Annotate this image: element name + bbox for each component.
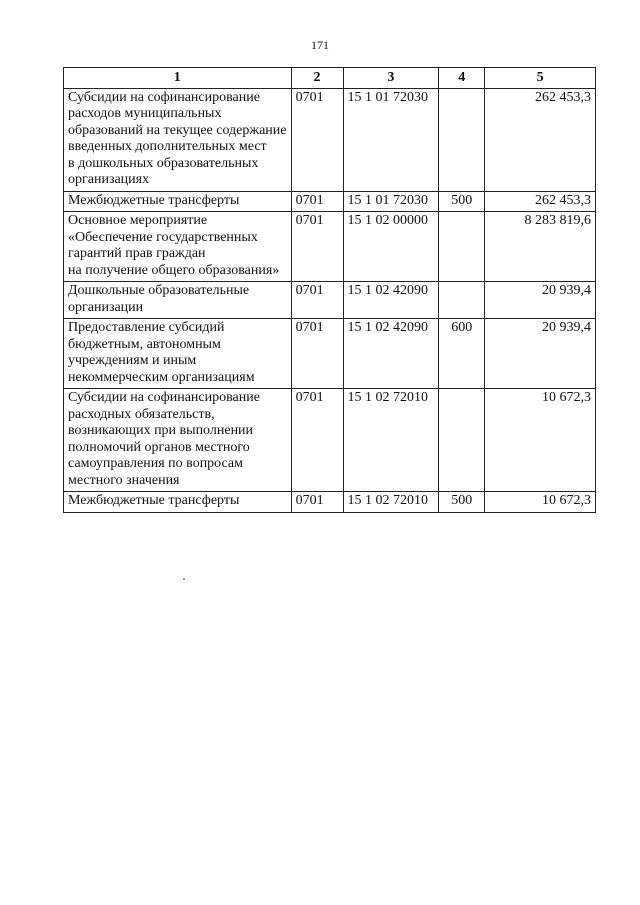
header-col-2: 2 [291,68,343,89]
row-section-cell: 0701 [291,88,343,191]
row-name-cell: Предоставление субсидий бюджетным, автономным учреждениям и иным некоммерческим организациям [64,319,292,389]
row-section-cell: 0701 [291,282,343,319]
row-amount-cell: 8 283 819,6 [485,212,596,282]
row-kind-cell [439,389,485,492]
table-row [64,389,596,492]
row-section-cell: 0701 [291,389,343,492]
row-target-cell: 15 1 02 42090 [343,319,439,389]
row-name-cell: Субсидии на софинансирование расходов муниципальных образований на текущее содержание введенных дополнительных мест в дошкольных образовательных организациях [64,88,292,191]
row-kind-cell: 500 [439,191,485,212]
header-col-4: 4 [439,68,485,89]
row-target-cell: 15 1 01 72030 [343,88,439,191]
table-row [64,319,596,389]
row-kind-cell: 500 [439,492,485,513]
budget-table [63,67,596,513]
row-section-cell: 0701 [291,212,343,282]
row-amount-cell: 20 939,4 [485,282,596,319]
row-kind-cell: 600 [439,319,485,389]
header-col-3: 3 [343,68,439,89]
row-amount-cell: 262 453,3 [485,88,596,191]
table-row [64,282,596,319]
row-target-cell: 15 1 02 72010 [343,389,439,492]
table-header-row [64,68,596,89]
table-row [64,191,596,212]
row-amount-cell: 20 939,4 [485,319,596,389]
row-amount-cell: 10 672,3 [485,492,596,513]
row-name-cell: Межбюджетные трансферты [64,191,292,212]
row-kind-cell [439,212,485,282]
page-number: 171 [311,38,329,52]
row-kind-cell [439,282,485,319]
row-name-cell: Субсидии на софинансирование расходных обязательств, возникающих при выполнении полномочий органов местного самоуправления по вопросам местного значения [64,389,292,492]
row-section-cell: 0701 [291,319,343,389]
table-row [64,212,596,282]
row-target-cell: 15 1 02 42090 [343,282,439,319]
row-section-cell: 0701 [291,492,343,513]
row-name-cell: Межбюджетные трансферты [64,492,292,513]
scan-dot [183,578,185,580]
header-col-1: 1 [64,68,292,89]
row-name-cell: Основное мероприятие «Обеспечение государственных гарантий прав граждан на получение общего образования» [64,212,292,282]
row-section-cell: 0701 [291,191,343,212]
row-name-cell: Дошкольные образовательные организации [64,282,292,319]
row-target-cell: 15 1 02 72010 [343,492,439,513]
row-amount-cell: 10 672,3 [485,389,596,492]
row-kind-cell [439,88,485,191]
row-target-cell: 15 1 01 72030 [343,191,439,212]
table-row [64,88,596,191]
row-amount-cell: 262 453,3 [485,191,596,212]
row-target-cell: 15 1 02 00000 [343,212,439,282]
table-body [64,88,596,512]
table-row [64,492,596,513]
header-col-5: 5 [485,68,596,89]
